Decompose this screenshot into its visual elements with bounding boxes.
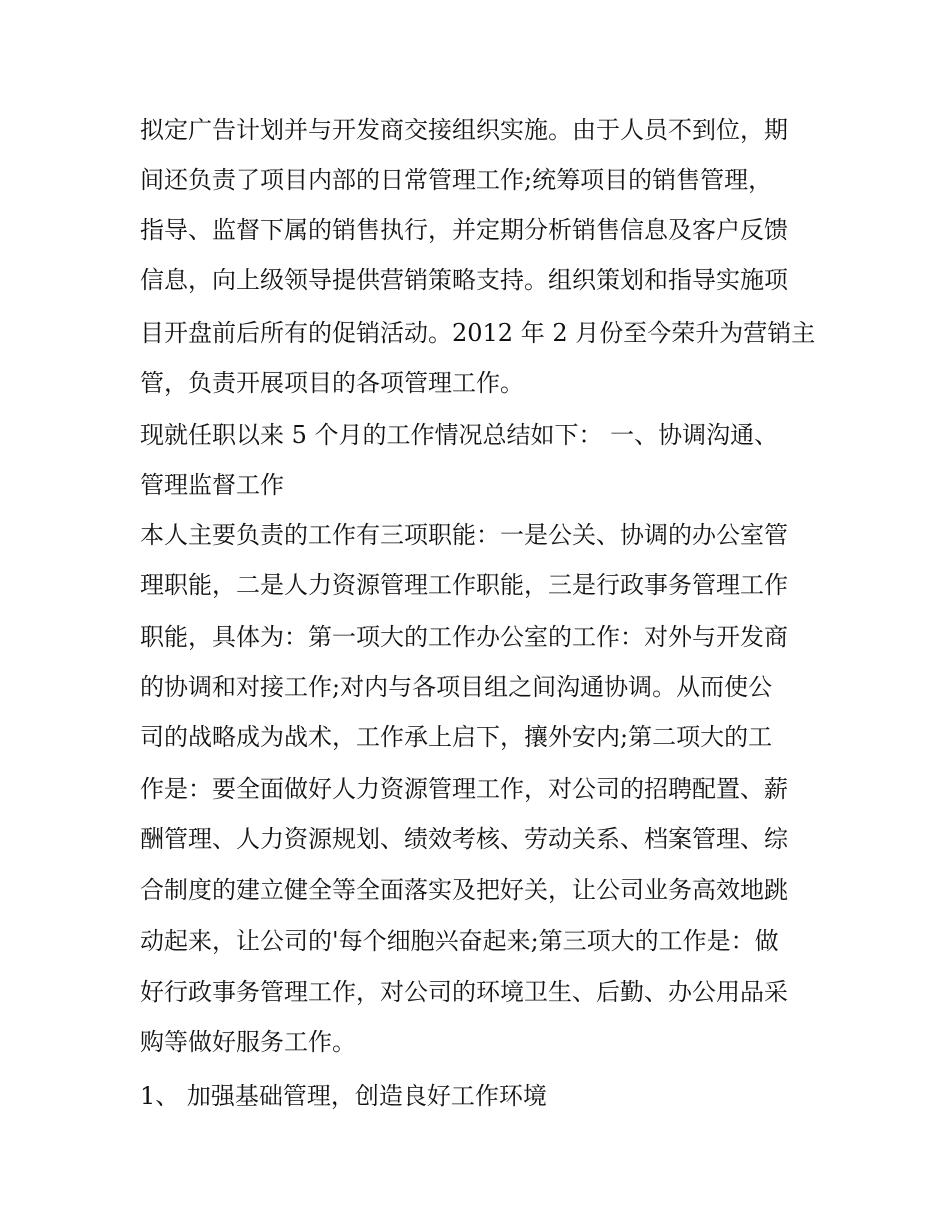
section-heading-line: 现就任职以来 5 个月的工作情况总结如下： 一、协调沟通、 [140, 421, 779, 449]
text-line: 指导、监督下属的销售执行，并定期分析销售信息及客户反馈 [140, 216, 788, 244]
text-line: 的协调和对接工作;对内与各项目组之间沟通协调。从而使公 [140, 673, 773, 701]
text-line: 酬管理、人力资源规划、绩效考核、劳动关系、档案管理、综 [140, 825, 788, 853]
text-line: 作是：要全面做好人力资源管理工作，对公司的招聘配置、薪 [140, 775, 788, 803]
text-line: 司的战略成为战术，工作承上启下，攘外安内;第二项大的工 [140, 723, 773, 751]
text-line: 合制度的建立健全等全面落实及把好关，让公司业务高效地跳 [140, 876, 788, 904]
text-line: 间还负责了项目内部的日常管理工作;统筹项目的销售管理， [140, 166, 773, 194]
section-heading-line: 管理监督工作 [140, 471, 284, 499]
text-line: 信息，向上级领导提供营销策略支持。组织策划和指导实施项 [140, 266, 788, 294]
text-line: 管，负责开展项目的各项管理工作。 [140, 369, 524, 397]
text-line: 本人主要负责的工作有三项职能：一是公关、协调的办公室管 [140, 521, 788, 549]
text-line: 购等做好服务工作。 [140, 1028, 356, 1056]
text-line: 好行政事务管理工作，对公司的环境卫生、后勤、办公用品采 [140, 978, 788, 1006]
text-line: 动起来，让公司的'每个细胞兴奋起来;第三项大的工作是：做 [140, 927, 779, 955]
list-item-heading: 1、 加强基础管理，创造良好工作环境 [140, 1082, 547, 1110]
text-line: 理职能，二是人力资源管理工作职能，三是行政事务管理工作 [140, 571, 788, 599]
text-line: 职能，具体为：第一项大的工作办公室的工作：对外与开发商 [140, 623, 788, 651]
text-line: 拟定广告计划并与开发商交接组织实施。由于人员不到位，期 [140, 116, 788, 144]
text-line: 目开盘前后所有的促销活动。2012 年 2 月份至今荣升为营销主 [140, 319, 816, 347]
